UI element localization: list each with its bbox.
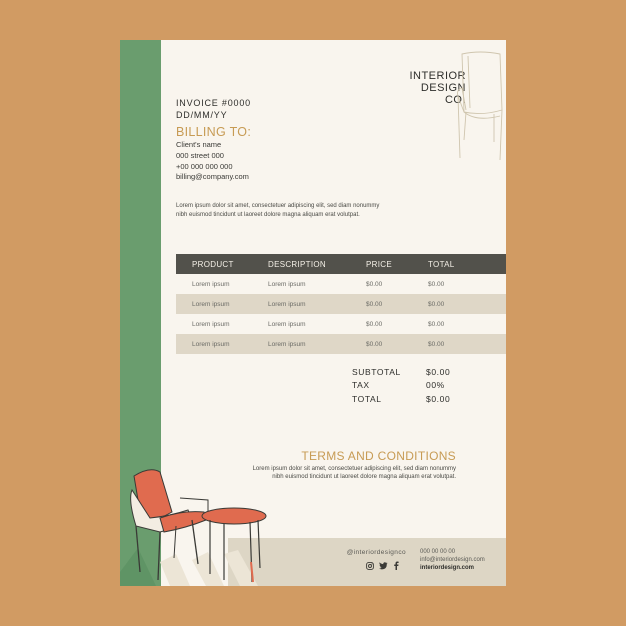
social-icons xyxy=(366,561,399,570)
company-name-line: DESIGN xyxy=(420,82,466,94)
terms-title: TERMS AND CONDITIONS xyxy=(301,449,456,463)
instagram-icon[interactable] xyxy=(366,562,374,570)
chair-sketch-icon xyxy=(456,50,506,162)
header-total: TOTAL xyxy=(428,259,455,269)
contact-info xyxy=(420,548,485,573)
tax-value: 00% xyxy=(426,380,445,391)
twitter-icon[interactable] xyxy=(379,562,388,570)
total-label: TOTAL xyxy=(352,393,382,404)
total-row xyxy=(352,393,462,406)
invoice-meta xyxy=(176,97,251,121)
terms-line: nibh euismod tincidunt ut laoreet dolore magna aliquam erat volutpat. xyxy=(272,474,456,481)
invoice-number: INVOICE #0000 xyxy=(176,98,251,108)
cell-price: $0.00 xyxy=(366,340,383,348)
header-description: DESCRIPTION xyxy=(268,259,326,269)
cell-product: Lorem ipsum xyxy=(192,280,230,288)
invoice-table xyxy=(176,254,506,354)
billing-title: BILLING TO: xyxy=(176,125,252,139)
company-name xyxy=(376,70,466,106)
total-value: $0.00 xyxy=(426,393,451,404)
client-email: billing@company.com xyxy=(176,172,249,182)
company-name-line: CO. xyxy=(444,94,466,106)
billing-details xyxy=(176,140,249,183)
social-handle: @interiordesignco xyxy=(346,549,406,556)
cell-price: $0.00 xyxy=(366,300,383,308)
intro-line: nibh euismod tincidunt ut laoreet dolore magna aliquam erat volutpat. xyxy=(176,211,360,218)
company-name-line: INTERIOR xyxy=(409,70,466,82)
table-header xyxy=(176,254,506,274)
invoice-page xyxy=(120,40,506,586)
cell-description: Lorem ipsum xyxy=(268,280,306,288)
contact-website[interactable]: interiordesign.com xyxy=(420,565,475,572)
tax-label: TAX xyxy=(352,380,370,391)
subtotal-row xyxy=(352,366,462,379)
tax-row xyxy=(352,379,462,392)
cell-total: $0.00 xyxy=(428,320,445,328)
totals-block xyxy=(352,366,462,406)
cell-total: $0.00 xyxy=(428,300,445,308)
cell-total: $0.00 xyxy=(428,340,445,348)
client-name: Client's name xyxy=(176,140,222,149)
table-row xyxy=(176,274,506,294)
table-row xyxy=(176,334,506,354)
cell-product: Lorem ipsum xyxy=(192,340,230,348)
cell-product: Lorem ipsum xyxy=(192,300,230,308)
client-phone: +00 000 000 000 xyxy=(176,161,233,171)
contact-phone: 000 00 00 00 xyxy=(420,549,456,555)
intro-paragraph xyxy=(176,202,466,219)
subtotal-value: $0.00 xyxy=(426,367,451,377)
terms-line: Lorem ipsum dolor sit amet, consectetuer adipiscing elit, sed diam nonummy xyxy=(252,466,456,472)
cell-price: $0.00 xyxy=(366,280,383,288)
cell-description: Lorem ipsum xyxy=(268,320,306,328)
armchair-table-illustration-icon xyxy=(120,454,280,586)
intro-line: Lorem ipsum dolor sit amet, consectetuer adipiscing elit, sed diam nonummy xyxy=(176,203,380,209)
cell-description: Lorem ipsum xyxy=(268,300,306,308)
header-price: PRICE xyxy=(366,259,392,269)
cell-description: Lorem ipsum xyxy=(268,340,306,348)
header-product: PRODUCT xyxy=(192,259,234,269)
invoice-date: DD/MM/YY xyxy=(176,110,228,120)
facebook-icon[interactable] xyxy=(393,561,399,570)
client-street: 000 street 000 xyxy=(176,150,224,160)
table-row xyxy=(176,314,506,334)
cell-price: $0.00 xyxy=(366,320,383,328)
cell-product: Lorem ipsum xyxy=(192,320,230,328)
table-row xyxy=(176,294,506,314)
cell-total: $0.00 xyxy=(428,280,445,288)
contact-email: info@interiordesign.com xyxy=(420,557,485,564)
subtotal-label: SUBTOTAL xyxy=(352,367,401,377)
